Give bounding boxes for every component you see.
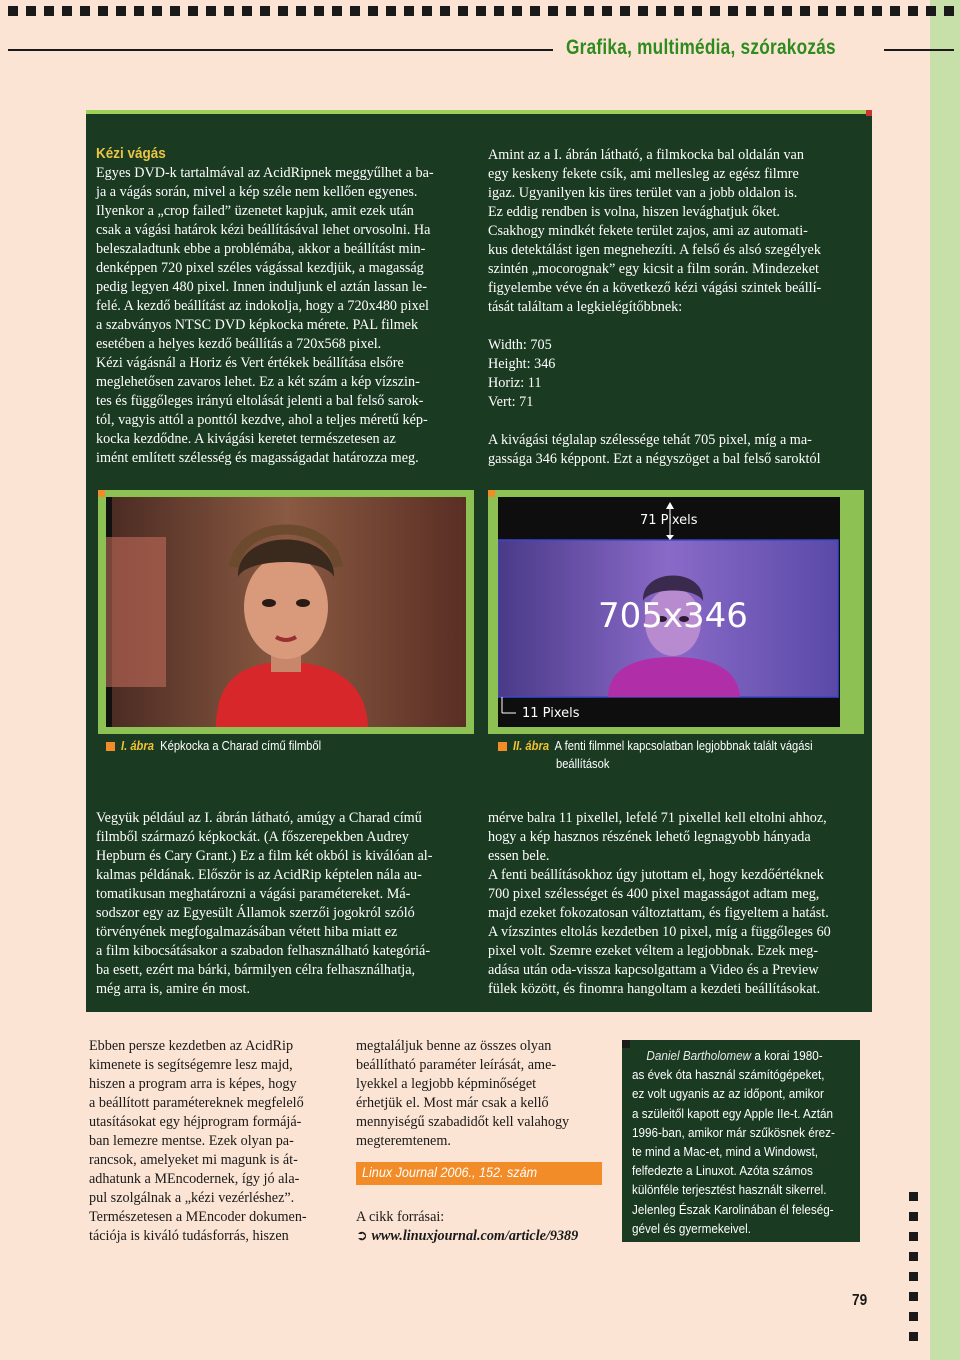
text-line: kimenete is segítségemre lesz majd, [89, 1057, 293, 1073]
setting-line: Height: 346 [488, 356, 556, 372]
text-line: tációja is kiváló tudásforrás, hiszen [89, 1228, 289, 1244]
source-box-text: Linux Journal 2006., 152. szám [362, 1164, 538, 1180]
figure-2-caption-line-1: A fenti filmmel kapcsolatban legjobbnak talált vágási [554, 738, 813, 753]
text-line: adása után oda-vissza kapcsolgattam a Video és a Preview [488, 962, 819, 978]
text-line: csak a vágási határok kézi beállításával lehet orvosolni. Ha [96, 222, 431, 238]
setting-line: Horiz: 11 [488, 375, 542, 391]
fig2-top-label: 71 Pixels [640, 513, 698, 528]
header-square [440, 6, 450, 16]
bottom-column-1 [89, 1037, 339, 1246]
header-square [350, 6, 360, 16]
text-line: hogy a kép hasznos részének lehető legnagyobb hányada [488, 829, 811, 845]
figure-2-caption [513, 737, 848, 773]
text-line: hiszen a program arra is képes, hogy [89, 1076, 297, 1092]
text-line: még arra is, amire én most. [96, 981, 251, 997]
header-square [386, 6, 396, 16]
header-square [134, 6, 144, 16]
text-line: megteremtenem. [356, 1133, 451, 1149]
text-line: beleszaladtunk ebbe a problémába, akkor a beállítást min- [96, 241, 426, 257]
text-line: essen bele. [488, 848, 550, 864]
author-bio-line: a szüleitől kapott egy Apple IIe-t. Aztán [632, 1105, 833, 1121]
margin-square [909, 1232, 918, 1241]
text-line: lyekkel a legjobb képminőséget [356, 1076, 537, 1092]
text-line: A kivágási téglalap szélessége tehát 705 pixel, míg a ma- [488, 432, 812, 448]
header-square [782, 6, 792, 16]
text-line: tomatikusan meghatározni a vágási paramétereket. Má- [96, 886, 411, 902]
header-square [800, 6, 810, 16]
crop-settings [488, 336, 864, 412]
sources-label: A cikk forrásai: [356, 1209, 445, 1225]
text-line: majd ezeket fokozatosan változtattam, és figyeltem a hatást. [488, 905, 829, 921]
text-line: Ilyenkor a „crop failed” üzenetet kapjuk, amit ezek után [96, 203, 414, 219]
source-url-link[interactable]: www.linuxjournal.com/article/9389 [371, 1228, 579, 1244]
text-line: egy keskeny fekete csík, ami mellesleg az egész filmre [488, 166, 799, 182]
text-line: Ebben persze kezdetben az AcidRip [89, 1038, 294, 1054]
section-title: Grafika, multimédia, szórakozás [566, 36, 836, 59]
header-square [404, 6, 414, 16]
header-square [944, 6, 954, 16]
margin-square [909, 1332, 918, 1341]
header-square [854, 6, 864, 16]
header-square [368, 6, 378, 16]
header-square [206, 6, 216, 16]
header-square [584, 6, 594, 16]
heading-kezi-vagas: Kézi vágás [96, 145, 166, 162]
header-rule-right [884, 49, 954, 51]
header-square [674, 6, 684, 16]
header-square [152, 6, 162, 16]
header-square [710, 6, 720, 16]
text-line: kocka kezdődne. A kivágási keretet természetesen az [96, 431, 396, 447]
text-line: pedig legyen 480 pixel. Innen induljunk el aztán lassan le- [96, 279, 427, 295]
text-line: tását találtam a legkielégítőbbnek: [488, 299, 683, 315]
author-bio-line: különféle terjesztést használt sikerrel. [632, 1182, 827, 1198]
author-bio-line: as évek óta használ számítógépeket, [632, 1067, 825, 1083]
film-frame-portrait [106, 497, 466, 727]
text-line: filmből származó képkockát. (A főszerepekben Audrey [96, 829, 409, 845]
column-2-tail [488, 431, 864, 469]
text-line: a szabványos NTSC DVD képkocka mérete. PAL filmek [96, 317, 419, 333]
header-square [602, 6, 612, 16]
header-square [8, 6, 18, 16]
header-square [890, 6, 900, 16]
text-line: Vegyük például az I. ábrán látható, amúgy a Charad című [96, 810, 422, 826]
text-line: érhetjük el. Most már csak a kellő [356, 1095, 549, 1111]
header-square [224, 6, 234, 16]
author-bio-line: a korai 1980- [751, 1048, 823, 1063]
text-line: megtaláljuk benne az összes olyan [356, 1038, 552, 1054]
header-square [548, 6, 558, 16]
header-square [620, 6, 630, 16]
header-square [512, 6, 522, 16]
text-line: kus detektálást igen megnehezíti. A felső és alsó szegélyek [488, 242, 821, 258]
header-square [872, 6, 882, 16]
header-square-row [8, 6, 956, 16]
source-link-row [356, 1227, 578, 1246]
crop-diagram [498, 497, 840, 727]
header-square [926, 6, 936, 16]
text-line: igaz. Ugyanilyen kis üres terület van a jobb oldalon is. [488, 185, 798, 201]
text-line: esetében a helyes kezdő beállítás a 720x568 pixel. [96, 336, 382, 352]
text-line: ba esett, ezért ma bárki, bármilyen célra felhasználhatja, [96, 962, 416, 978]
text-line: beállítható paraméter leírását, ame- [356, 1057, 557, 1073]
figure-2-corner [488, 490, 495, 497]
header-square [818, 6, 828, 16]
bottom-column-2 [356, 1037, 606, 1151]
column-2 [488, 146, 864, 469]
author-bio-line: ez volt ugyanis az az időpont, amikor [632, 1086, 824, 1102]
text-line: mérve balra 11 pixellel, lefelé 71 pixellel kell eltolni ahhoz, [488, 810, 827, 826]
author-first-line [632, 1046, 848, 1065]
text-line: ja a vágás során, mivel a kép széle nem kellően egyenes. [96, 184, 418, 200]
header-square [638, 6, 648, 16]
header-square [26, 6, 36, 16]
text-line: Kézi vágásnál a Horiz és Vert értékek beállítása elsőre [96, 355, 404, 371]
text-line: Csakhogy mindkét fekete terület zajos, ami az automati- [488, 223, 808, 239]
text-line: ban lemezre mentse. Ezek olyan pa- [89, 1133, 294, 1149]
figure-1-label: I. ábra [121, 738, 154, 753]
text-line: rancsok, amelyeket mi magunk is át- [89, 1152, 298, 1168]
author-bio-line: felfedezte a Linuxot. Azóta számos [632, 1163, 813, 1179]
fig2-size-label: 705x346 [598, 596, 748, 636]
header-square [764, 6, 774, 16]
header-square [314, 6, 324, 16]
header-square [260, 6, 270, 16]
author-bio-line: gével és gyermekeivel. [632, 1220, 752, 1236]
text-line: tól, vagyis attól a ponttól kezdve, ahol a teljes méretű kép- [96, 412, 428, 428]
margin-square [909, 1292, 918, 1301]
figure-2-image [498, 497, 840, 727]
text-line: gassága 346 képpont. Ezt a négyszöget a bal felső saroktól [488, 451, 821, 467]
author-bio-line: Jelenleg Észak Karolinában él feleség- [632, 1201, 834, 1217]
figure-2-label: II. ábra [513, 738, 550, 753]
header-square [692, 6, 702, 16]
text-line: meglehetősen zavaros lehet. Ez a két szám a kép vízszin- [96, 374, 420, 390]
fig2-left-label: 11 Pixels [522, 706, 580, 721]
text-line: utasításokat egy héjprogram formájá- [89, 1114, 302, 1130]
panel-corner-square [866, 110, 872, 116]
header-rule-left [8, 49, 553, 51]
header-square [566, 6, 576, 16]
header-square [494, 6, 504, 16]
text-line: Ez eddig rendben is volna, hiszen levághatjuk őket. [488, 204, 780, 220]
text-line: szintén „mocorognak” egy kicsit a film során. Mindezeket [488, 261, 819, 277]
author-bio-line: 1996-ban, amikor már szűkösnek érez- [632, 1124, 835, 1140]
figure-1-caption-text: Képkocka a Charad című filmből [160, 738, 322, 753]
text-line: mennyiségű szabadidőt kell valahogy [356, 1114, 570, 1130]
text-line: A vízszintes eltolás kezdetben 10 pixel, míg a függőleges 60 [488, 924, 831, 940]
header-square [476, 6, 486, 16]
header-square [116, 6, 126, 16]
text-line: 700 pixel szélességet és 400 pixel magasságot adtam meg, [488, 886, 820, 902]
text-line: Természetesen a MEncoder dokumen- [89, 1209, 307, 1225]
header-square [62, 6, 72, 16]
text-line: Egyes DVD-k tartalmával az AcidRipnek meggyűlhet a ba- [96, 165, 434, 181]
margin-square [909, 1312, 918, 1321]
text-line: törvényének megfogalmazásában vétett hiba miatt ez [96, 924, 398, 940]
column-3-text [96, 809, 476, 999]
header-square [458, 6, 468, 16]
header-square [170, 6, 180, 16]
header-square [188, 6, 198, 16]
text-line: adhatunk a MEncodernek, így jó ala- [89, 1171, 300, 1187]
header-square [80, 6, 90, 16]
margin-square [909, 1212, 918, 1221]
author-box-corner [622, 1040, 630, 1048]
text-line: fülek között, és finomra hangoltam a kezdeti beállításokat. [488, 981, 821, 997]
arrow-icon: ➲ [356, 1228, 368, 1244]
column-1 [96, 144, 476, 468]
header-square [530, 6, 540, 16]
text-line: Hepburn és Cary Grant.) Ez a film két okból is kiválóan al- [96, 848, 433, 864]
figure-2-caption-line-2: beállítások [556, 756, 610, 771]
author-bio-line: te mind a Mac-et, mind a Windowst, [632, 1144, 818, 1160]
margin-square [909, 1252, 918, 1261]
panel-top-line [86, 110, 872, 114]
header-square [278, 6, 288, 16]
header-square [242, 6, 252, 16]
text-line: figyelembe véve én a következő kézi vágási szintek beállí- [488, 280, 822, 296]
figure-2-bullet [498, 742, 507, 751]
text-line: tes és függőleges irányú eltolását jelenti a bal felső sarok- [96, 393, 424, 409]
figure-1-caption [121, 737, 448, 755]
figure-1-corner [98, 490, 105, 497]
setting-line: Width: 705 [488, 337, 552, 353]
figure-1-image [106, 497, 466, 727]
text-line: Amint az a I. ábrán látható, a filmkocka bal oldalán van [488, 147, 804, 163]
header-square [332, 6, 342, 16]
page-number: 79 [852, 1292, 868, 1309]
column-1-text [96, 164, 476, 468]
text-line: a film kibocsátásakor a szabadon felhasználható kategóriá- [96, 943, 431, 959]
header-square [728, 6, 738, 16]
text-line: felé. A kezdő beállítást az indokolja, hogy a 720x480 pixel [96, 298, 429, 314]
column-4-text [488, 809, 868, 999]
header-square [836, 6, 846, 16]
text-line: imént említett szélesség és magasságadat határozza meg. [96, 450, 419, 466]
header-square [656, 6, 666, 16]
header-square [746, 6, 756, 16]
text-line: a beállított paramétereknek megfelelő [89, 1095, 304, 1111]
text-line: pixel volt. Szemre ezeket véltem a legjobbnak. Ezek meg- [488, 943, 819, 959]
header-square [44, 6, 54, 16]
margin-square [909, 1272, 918, 1281]
margin-square [909, 1192, 918, 1201]
author-bio [632, 1046, 848, 1238]
header-square [908, 6, 918, 16]
text-line: kalmas példának. Először is az AcidRip képtelen nála au- [96, 867, 422, 883]
column-2-text [488, 146, 864, 317]
header-square [98, 6, 108, 16]
text-line: sodszor egy az Egyesült Államok szerzői jogokról szóló [96, 905, 415, 921]
header-square [422, 6, 432, 16]
header-square [296, 6, 306, 16]
figure-1-bullet [106, 742, 115, 751]
setting-line: Vert: 71 [488, 394, 534, 410]
text-line: A fenti beállításokhoz úgy jutottam el, hogy kezdőértéknek [488, 867, 824, 883]
author-name: Daniel Bartholomew [646, 1048, 752, 1063]
text-line: pul szolgálnak a „kézi vezérléshez”. [89, 1190, 295, 1206]
text-line: denképpen 720 pixel széles vágással kezdjük, a magasság [96, 260, 424, 276]
